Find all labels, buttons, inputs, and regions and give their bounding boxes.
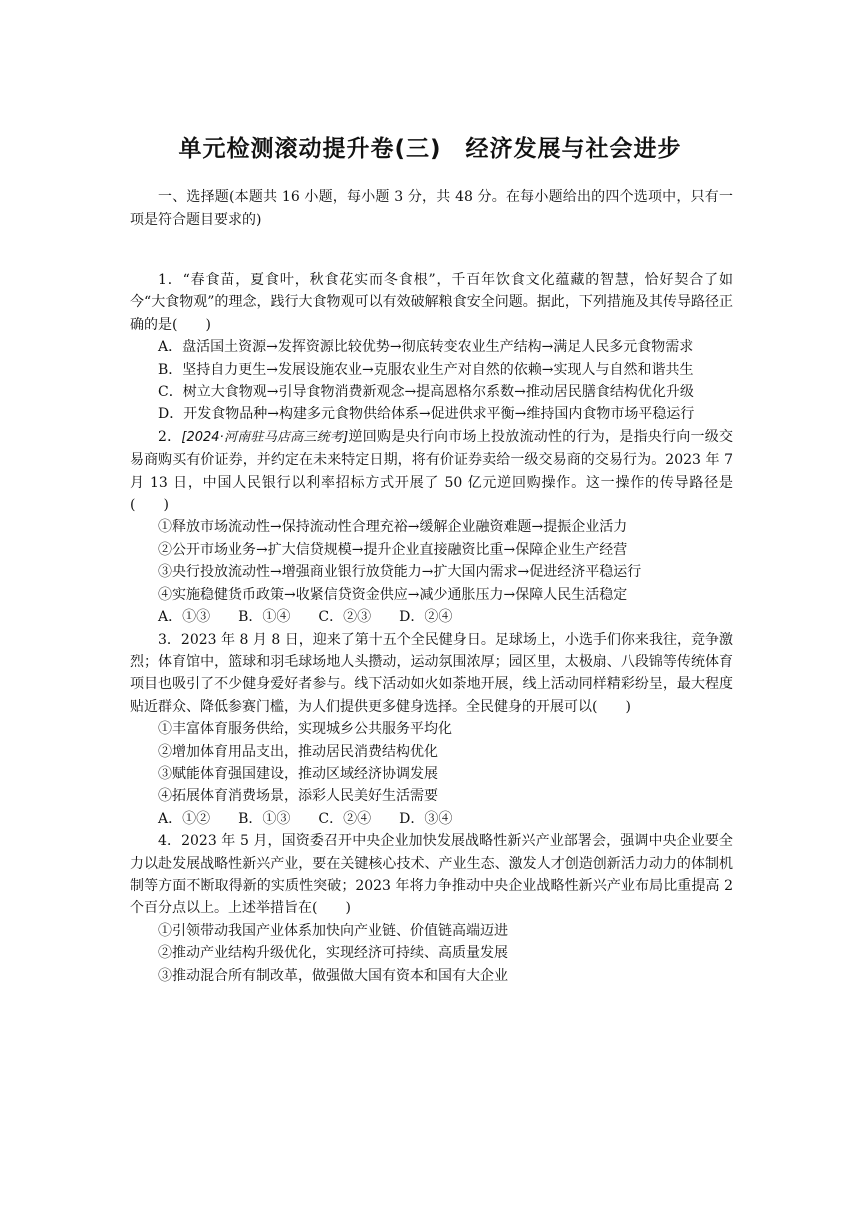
- question-1-option-b: B．坚持自力更生→发展设施农业→克服农业生产对自然的依赖→实现人与自然和谐共生: [158, 361, 694, 378]
- question-2-item-4: ④实施稳健货币政策→收紧信贷资金供应→减少通胀压力→保障人民生活稳定: [158, 586, 628, 603]
- question-2-item-3: ③央行投放流动性→增强商业银行放贷能力→扩大国内需求→促进经济平稳运行: [158, 564, 642, 581]
- question-3-item-2: ②增加体育用品支出，推动居民消费结构优化: [158, 743, 438, 760]
- question-4-item-1: ①引领带动我国产业体系加快向产业链、价值链高端迈进: [158, 922, 508, 939]
- question-4-item-2: ②推动产业结构升级优化，实现经济可持续、高质量发展: [158, 945, 508, 962]
- question-2-stem: [130, 426, 733, 517]
- question-2-item-2: ②公开市场业务→扩大信贷规模→提升企业直接融资比重→保障企业生产经营: [158, 541, 628, 558]
- question-3-choices: A．①② B．①③ C．②④ D．③④: [158, 810, 453, 827]
- question-2-choices: A．①③ B．①④ C．②③ D．②④: [158, 609, 453, 626]
- question-3-item-4: ④拓展体育消费场景，添彩人民美好生活需要: [158, 788, 438, 805]
- question-3-item-3: ③赋能体育强国建设，推动区域经济协调发展: [158, 765, 438, 782]
- question-2-number: 2．: [158, 428, 182, 445]
- question-1-option-d: D．开发食物品种→构建多元食物供给体系→促进供求平衡→维持国内食物市场平稳运行: [158, 406, 695, 423]
- question-3-item-1: ①丰富体育服务供给，实现城乡公共服务平均化: [158, 721, 452, 738]
- question-4-item-3: ③推动混合所有制改革，做强做大国有资本和国有大企业: [158, 967, 508, 984]
- question-4-stem: 4．2023 年 5 月，国资委召开中央企业加快发展战略性新兴产业部署会，强调中央企业要全力以赴发展战略性新兴产业，要在关键核心技术、产业生态、激发人才创造创新活力动力的体制机制等方面不断取得新的实质性突破；2023 年将力争推动中央企业战略性新兴产业布局比重提高 2 个百分点以上。上述举措旨在( ): [130, 833, 733, 917]
- question-2-item-1: ①释放市场流动性→保持流动性合理充裕→缓解企业融资难题→提振企业活力: [158, 519, 628, 536]
- question-1-option-a: A．盘活国土资源→发挥资源比较优势→彻底转变农业生产结构→满足人民多元食物需求: [158, 339, 694, 356]
- question-2-source: [2024·河南驻马店高三统考]: [181, 429, 349, 445]
- page-title: 单元检测滚动提升卷(三) 经济发展与社会进步: [178, 136, 682, 162]
- question-2-text: 逆回购是央行向市场上投放流动性的行为，是指央行向一级交易商购买有价证券，并约定在未来特定日期，将有价证券卖给一级交易商的交易行为。2023 年 7 月 13 日，中国人民银行以利率招标方式开展了 50 亿元逆回购操作。这一操作的传导路径是( ): [130, 428, 733, 514]
- section-header: 一、选择题(本题共 16 小题，每小题 3 分，共 48 分。在每小题给出的四个选项中，只有一项是符合题目要求的): [130, 189, 733, 228]
- question-list: [130, 269, 733, 987]
- question-3-stem: 3．2023 年 8 月 8 日，迎来了第十五个全民健身日。足球场上，小选手们你来我往，竞争激烈；体育馆中，篮球和羽毛球场地人头攒动，运动氛围浓厚；园区里，太极扇、八段锦等传统体育项目也吸引了不少健身爱好者参与。线下活动如火如荼地开展，线上活动同样精彩纷呈，最大程度贴近群众、降低参赛门槛，为人们提供更多健身选择。全民健身的开展可以( ): [130, 631, 733, 715]
- question-1-option-c: C．树立大食物观→引导食物消费新观念→提高恩格尔系数→推动居民膳食结构优化升级: [158, 384, 694, 401]
- question-1-stem: 1．“春食苗，夏食叶，秋食花实而冬食根”，千百年饮食文化蕴藏的智慧，恰好契合了如今“大食物观”的理念，践行大食物观可以有效破解粮食安全问题。据此，下列措施及其传导路径正确的是( ): [130, 272, 733, 333]
